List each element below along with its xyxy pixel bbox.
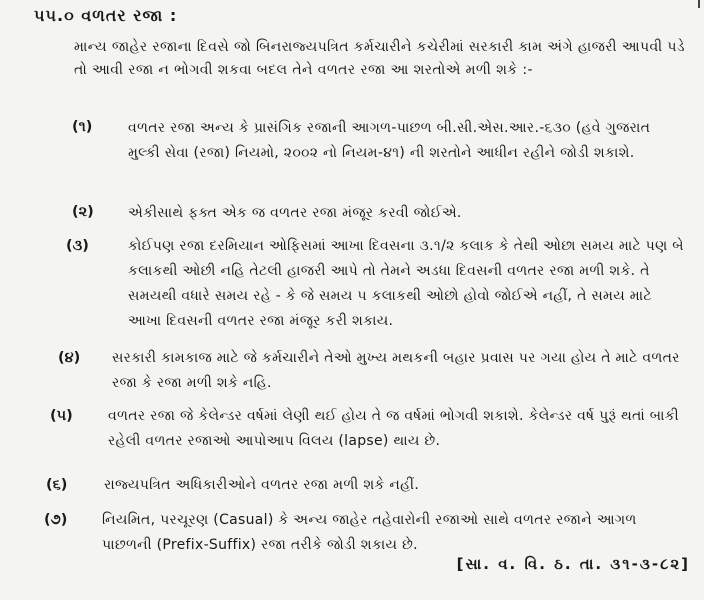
item-text: વળતર રજા જે કેલેન્ડર વર્ષમાં લેણી થઈ હોય તે જ વર્ષમાં ભોગવી શકાશે. કેલેન્ડર વર્ષ પુરૂં થતાં બાકી રહેલી વળતર રજાઓ આપોઆપ વિલય (lapse) થાય છે. <box>108 408 679 449</box>
item-text: સરકારી કામકાજ માટે જે કર્મચારીને તેઓ મુખ્ય મથકની બહાર પ્રવાસ પર ગયા હોય તે માટે વળતર રજા કે રજા મળી શકે નહિ. <box>112 350 680 391</box>
item-text: રાજ્યપત્રિત અધિકારીઓને વળતર રજા મળી શકે નહીં. <box>104 477 420 493</box>
item-number: (૩) <box>66 238 89 254</box>
item-text: વળતર રજા અન્ય કે પ્રાસંગિક રજાની આગળ-પાછળ બી.સી.એસ.આર.-૬૩૦ (હવે ગુજરાત મુલ્કી સેવા (રજા) નિયમો, ૨૦૦૨ નો નિયમ-૪૧) ની શરતોને આધીન રહીને જોડી શકાશે. <box>128 120 651 161</box>
item-text: નિયમિત, પરચૂરણ (Casual) કે અન્ય જાહેર તહેવારોની રજાઓ સાથે વળતર રજાને આગળ પાછળની (Prefix-Suffix) રજા તરીકે જોડી શકાય છે. <box>102 512 637 553</box>
item-number: (૫) <box>50 408 73 424</box>
citation-reference: [સા. વ. વિ. ઠ. તા. ૩૧-૩-૮૨] <box>456 555 690 573</box>
item-number: (૨) <box>72 204 94 220</box>
item-number: (૭) <box>44 512 68 528</box>
item-number: (૧) <box>72 119 93 135</box>
item-text: એકીસાથે ફક્ત એક જ વળતર રજા મંજૂર કરવી જોઈએ. <box>128 205 462 221</box>
section-heading: ૫૫.૦ વળતર રજા : <box>34 6 178 25</box>
item-text: કોઈપણ રજા દરમિયાન ઓફિસમાં આખા દિવસના ૩.૧/૨ કલાક કે તેથી ઓછા સમય માટે પણ બે કલાકથી ઓછી નહિ તેટલી હાજરી આપે તો તેમને અડધા દિવસની વળતર રજા મળી શકે. તે સમયથી વધારે સમય રહે - કે જે સમય ૫ કલાકથી ઓછો હોવો જોઈએ નહીં, તે સમય માટે આખા દિવસની વળતર રજા મંજૂર કરી શકાય. <box>128 238 684 329</box>
item-number: (૬) <box>46 477 68 493</box>
scan-mark <box>698 0 700 8</box>
item-number: (૪) <box>58 350 81 366</box>
intro-paragraph: માન્ય જાહેર રજાના દિવસે જો બિનરાજ્યપત્રિત કર્મચારીને કચેરીમાં સરકારી કામ અંગે હાજરી આપવી પડે તો આવી રજા ન ભોગવી શકવા બદલ તેને વળતર રજા આ શરતોએ મળી શકે :- <box>74 39 686 78</box>
